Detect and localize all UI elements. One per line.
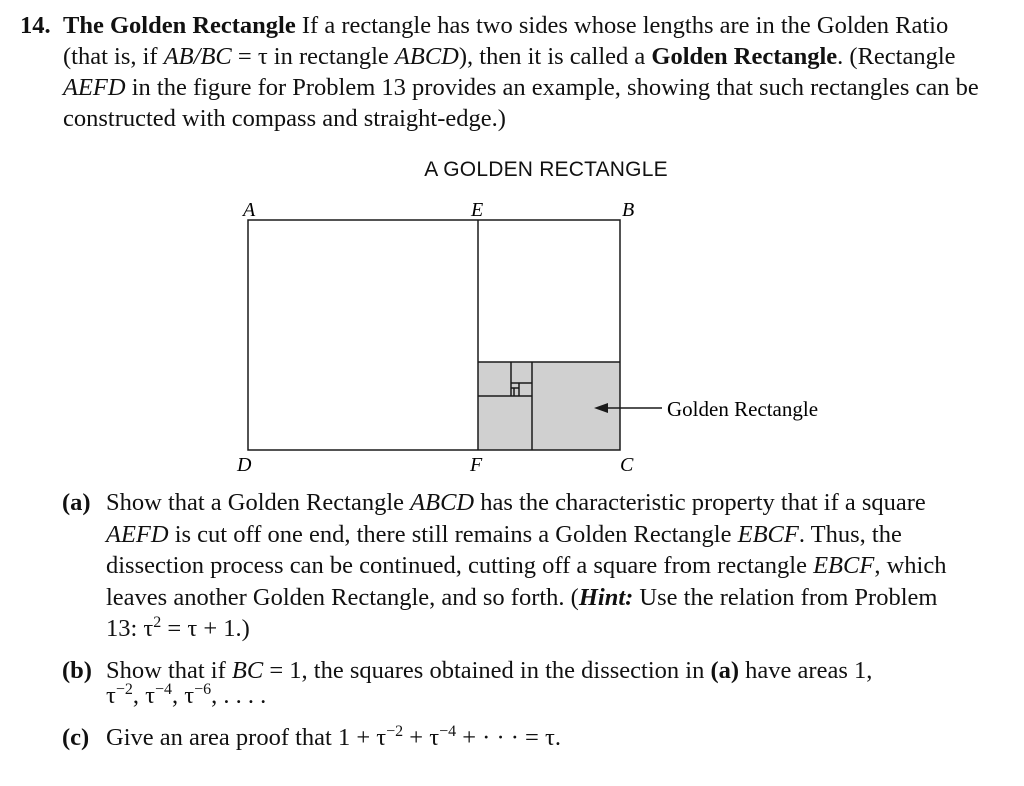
part-b-text: Show that if: [106, 656, 232, 684]
figure-title: A GOLDEN RECTANGLE: [424, 158, 668, 181]
label-f: F: [470, 454, 483, 476]
label-e: E: [471, 199, 484, 221]
part-a-rect-ebcf: EBCF: [813, 552, 875, 579]
intro-text: ), then it is called a: [458, 43, 652, 70]
intro-text: in the figure for Problem 13 provides an example, showing that such rectangles can be constructed with compass and straight-edge.): [63, 74, 979, 132]
seq-base: τ: [145, 682, 155, 709]
seq-separator: ,: [132, 682, 146, 709]
seq-base: τ: [184, 682, 195, 709]
intro-rect-abcd: ABCD: [394, 43, 459, 70]
intro-term: Golden Rectangle: [651, 43, 838, 70]
part-a-rect-aefd: AEFD: [106, 520, 169, 548]
label-d: D: [237, 454, 252, 476]
seq-exponent: −6: [194, 681, 212, 698]
part-c-label: (c): [62, 723, 90, 751]
part-c-text: + τ: [403, 723, 440, 751]
part-a-rect-ebcf: EBCF: [737, 520, 799, 548]
part-a-text: = τ + 1.): [161, 615, 250, 642]
seq-exponent: −2: [115, 681, 133, 698]
callout-label: Golden Rectangle: [667, 397, 819, 421]
label-b: B: [622, 199, 635, 221]
intro-text: = τ in rectangle: [231, 43, 395, 70]
part-a-label: (a): [62, 489, 91, 516]
intro-text: If a rectangle has two sides whose lengths are in the Golden Ratio (that is, if: [63, 12, 949, 70]
part-a-hint: Hint:: [578, 583, 634, 611]
part-b-text: = 1, the squares obtained in the dissection in: [263, 656, 711, 684]
part-a: [62, 487, 967, 645]
part-a-exponent: 2: [153, 614, 162, 631]
part-c-text: Give an area proof that 1 + τ: [106, 723, 387, 751]
intro-rect-aefd: AEFD: [63, 74, 126, 101]
part-b-sequence: [106, 680, 967, 712]
part-a-text: Show that a Golden Rectangle: [106, 489, 411, 516]
part-b-text: have areas 1,: [739, 656, 873, 684]
part-b-label: (b): [62, 656, 92, 684]
seq-exponent: −4: [155, 681, 173, 698]
seq-tail: , . . . .: [211, 682, 267, 709]
part-c-text: + · · · = τ.: [456, 723, 561, 751]
part-c-exponent: −4: [439, 722, 457, 740]
problem-title: The Golden Rectangle: [63, 12, 296, 39]
intro-ratio: AB/BC: [163, 43, 232, 70]
part-b-variable: BC: [231, 656, 264, 684]
intro-text: . (Rectangle: [837, 43, 956, 70]
part-a-text: has the characteristic property that if a square: [474, 489, 926, 516]
part-a-text: is cut off one end, there still remains a Golden Rectangle: [168, 520, 738, 548]
part-a-rect-abcd: ABCD: [410, 489, 475, 516]
part-c: [62, 722, 967, 754]
part-b-ref: (a): [710, 656, 740, 684]
part-a-text: Use the relation from Problem 13: τ: [106, 583, 938, 642]
part-a-text: . Thus, the dissection process can be continued, cutting off a square from rectangle: [106, 520, 902, 579]
problem-number: 14.: [20, 12, 51, 39]
seq-base: τ: [106, 682, 116, 709]
label-a: A: [243, 199, 256, 221]
shaded-golden-rectangle: [478, 362, 620, 450]
part-b: [62, 655, 967, 712]
problem-parts: [62, 487, 967, 763]
part-c-exponent: −2: [386, 722, 404, 740]
part-a-text: , which leaves another Golden Rectangle, and so forth. (: [106, 552, 947, 611]
label-c: C: [620, 454, 634, 476]
seq-separator: ,: [172, 682, 185, 709]
